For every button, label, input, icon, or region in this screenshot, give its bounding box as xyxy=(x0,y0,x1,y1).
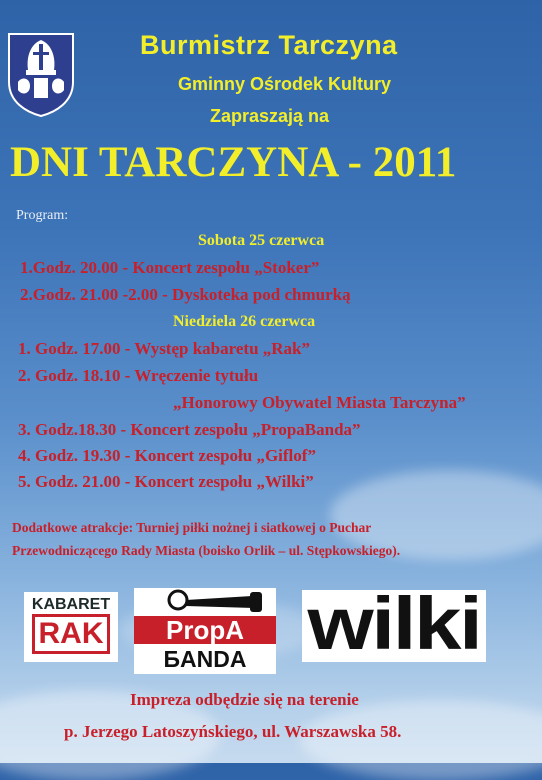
invite-line: Zapraszają na xyxy=(210,106,330,126)
wilki-logo xyxy=(302,582,486,665)
program-item: 2.Godz. 21.00 -2.00 - Dyskoteka pod chmurką xyxy=(20,285,351,304)
day-heading-saturday: Sobota 25 czerwca xyxy=(198,232,325,249)
microphone-icon xyxy=(134,588,276,618)
organizer-title: Burmistrz Tarczyna xyxy=(140,30,398,60)
logo-text: KABARET xyxy=(31,596,111,613)
program-item: 1.Godz. 20.00 - Koncert zespołu „Stoker” xyxy=(20,258,320,277)
logo-text: RAK xyxy=(32,614,110,654)
venue-line2: p. Jerzego Latoszyńskiego, ul. Warszawska 58. xyxy=(64,722,402,741)
coat-of-arms-icon xyxy=(6,30,76,118)
day-heading-sunday: Niedziela 26 czerwca xyxy=(173,313,316,330)
program-item: 2. Godz. 18.10 - Wręczenie tytułu xyxy=(18,366,259,385)
program-label: Program: xyxy=(16,208,69,223)
event-title: DNI TARCZYNA - 2011 xyxy=(10,139,457,186)
program-item: 3. Godz.18.30 - Koncert zespołu „PropaBanda” xyxy=(18,420,361,439)
extra-attractions-line1: Dodatkowe atrakcje: Turniej piłki nożnej i siatkowej o Puchar xyxy=(12,520,372,535)
logo-text: БANDA xyxy=(163,646,247,672)
venue-line1: Impreza odbędzie się na terenie xyxy=(130,690,359,709)
logo-text: wilki xyxy=(307,582,481,665)
program-item: 4. Godz. 19.30 - Koncert zespołu „Giflof” xyxy=(18,446,316,465)
program-item: 5. Godz. 21.00 - Koncert zespołu „Wilki” xyxy=(18,472,314,491)
program-item: „Honorowy Obywatel Miasta Tarczyna” xyxy=(173,393,466,412)
propa-banda-logo xyxy=(134,588,276,674)
organizer-subtitle: Gminny Ośrodek Kultury xyxy=(178,74,392,94)
extra-attractions-line2: Przewodniczącego Rady Miasta (boisko Orlik – ul. Stępkowskiego). xyxy=(12,543,401,558)
program-item: 1. Godz. 17.00 - Występ kabaretu „Rak” xyxy=(18,339,311,358)
logo-text: PropA xyxy=(134,616,276,644)
kabaret-rak-logo xyxy=(24,592,118,662)
